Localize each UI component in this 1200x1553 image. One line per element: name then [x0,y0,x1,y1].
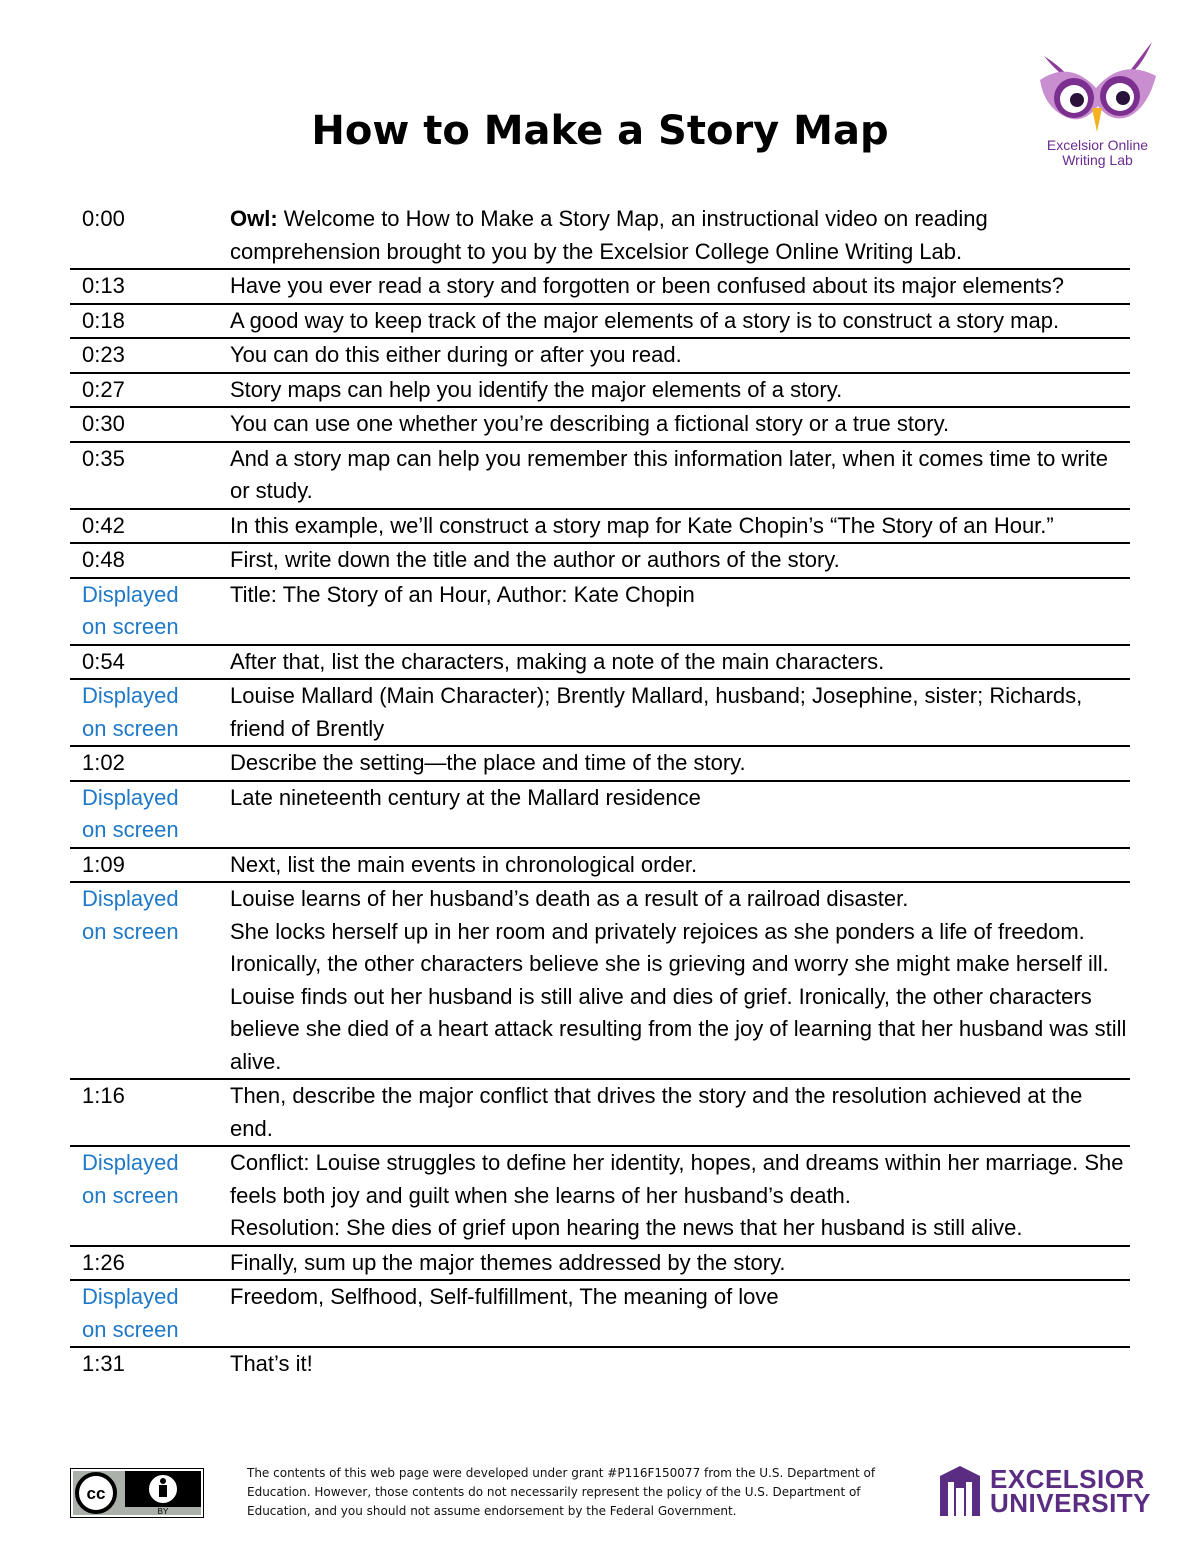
owl-logo-line-2: Writing Lab [1062,152,1133,168]
transcript-row [70,509,1130,544]
transcript-text [218,882,1130,1079]
transcript-line: Conflict: Louise struggles to define her identity, hopes, and dreams within her marriage. She feels both joy and guilt when she learns of her husband’s death. [230,1150,1124,1208]
transcript-text [218,442,1130,509]
transcript-text [218,1246,1130,1281]
transcript-line: And a story map can help you remember this information later, when it comes time to write or study. [230,445,1108,503]
transcript-line: First, write down the title and the author or authors of the story. [230,547,840,572]
displayed-on-screen-label: Displayed on screen [70,1146,218,1246]
transcript-row [70,407,1130,442]
transcript-row [70,269,1130,304]
timestamp: 0:27 [70,373,218,408]
transcript-line: Describe the setting—the place and time of the story. [230,750,746,775]
transcript-row [70,373,1130,408]
transcript-line: Freedom, Selfhood, Self-fulfillment, The meaning of love [230,1284,779,1309]
transcript-line: Welcome to How to Make a Story Map, an instructional video on reading comprehension brought to you by the Excelsior College Online Writing Lab. [230,206,988,264]
transcript-row [70,543,1130,578]
transcript-row [70,442,1130,509]
displayed-on-screen-label: Displayed on screen [70,781,218,848]
transcript-line: She locks herself up in her room and privately rejoices as she ponders a life of freedom. Ironically, the other characters believe she is grieving and worry she might make herself ill. [230,918,1109,976]
transcript-row [70,338,1130,373]
transcript-line: Then, describe the major conflict that drives the story and the resolution achieved at the end. [230,1083,1083,1141]
transcript-row [70,848,1130,883]
page-title: How to Make a Story Map [311,108,889,154]
transcript-text [218,1280,1130,1347]
transcript-row [70,578,1130,645]
timestamp: 0:54 [70,645,218,680]
timestamp: 1:09 [70,848,218,883]
owl-logo-line-1: Excelsior Online [1046,137,1149,153]
transcript-row [70,781,1130,848]
transcript-text [218,338,1130,373]
timestamp: 0:13 [70,269,218,304]
timestamp: 1:26 [70,1246,218,1281]
timestamp: 0:00 [82,206,125,231]
timestamp: 1:31 [70,1347,218,1381]
displayed-on-screen-label: Displayed on screen [70,882,218,1079]
transcript-line: Louise finds out her husband is still alive and dies of grief. Ironically, the other characters believe she died of a heart attack resulting from the joy of learning that her husband was still alive. [230,983,1127,1074]
displayed-on-screen-label: Displayed on screen [70,679,218,746]
transcript-line: Late nineteenth century at the Mallard residence [230,784,701,810]
svg-text:cc: cc [86,1484,106,1503]
excelsior-tower-icon [938,1464,982,1518]
timestamp: 0:42 [70,509,218,544]
timestamp: 1:16 [70,1079,218,1146]
transcript-line: A good way to keep track of the major elements of a story is to construct a story map. [230,307,1060,333]
transcript-row [70,882,1130,1079]
transcript-row [70,1246,1130,1281]
transcript-line: Finally, sum up the major themes addressed by the story. [230,1249,786,1275]
transcript-body [70,203,1130,1381]
grant-notice: The contents of this web page were developed under grant #P116F150077 from the U.S. Department of Education. However, those contents do not necessarily represent the policy of the U.S. Department of Education, and you should not assume endorsement by the Federal Government. [247,1466,876,1518]
transcript-text [218,645,1130,680]
transcript-line: Next, list the main events in chronological order. [230,851,698,877]
transcript-text [218,679,1130,746]
transcript-row [70,1280,1130,1347]
transcript-text [218,373,1130,408]
transcript-line: Have you ever read a story and forgotten or been confused about its major elements? [230,273,1065,298]
transcript-text [218,746,1130,781]
transcript-text [218,1079,1130,1146]
transcript-line: In this example, we’ll construct a story map for Kate Chopin’s “The Story of an Hour.” [230,512,1054,538]
transcript-text [218,543,1130,578]
timestamp: 0:35 [70,442,218,509]
cc-by-label: BY [157,1507,169,1516]
timestamp: 0:23 [70,338,218,373]
timestamp: 0:18 [70,304,218,339]
transcript-row [70,1347,1130,1381]
transcript-row [70,746,1130,781]
displayed-on-screen-label: Displayed on screen [70,578,218,645]
transcript-line: Louise learns of her husband’s death as a result of a railroad disaster. [230,886,909,911]
transcript-row [70,679,1130,746]
transcript-text [218,578,1130,645]
footer [0,1460,1200,1540]
transcript-line: After that, list the characters, making a note of the main characters. [230,648,885,674]
transcript-row [70,645,1130,680]
speaker-label: Owl: [230,206,278,231]
transcript-row [70,304,1130,339]
transcript-line: Story maps can help you identify the major elements of a story. [230,376,843,402]
transcript-text [218,1347,1130,1381]
transcript-line: You can use one whether you’re describing a fictional story or a true story. [230,411,950,436]
transcript-text [218,781,1130,848]
transcript-row [70,1146,1130,1246]
timestamp: 0:30 [70,407,218,442]
transcript-text [218,509,1130,544]
transcript-line: Title: The Story of an Hour, Author: Kate Chopin [230,581,695,607]
transcript-row [70,1079,1130,1146]
transcript-text [218,1146,1130,1246]
transcript-line: That’s it! [230,1351,313,1376]
transcript-line: Louise Mallard (Main Character); Brently Mallard, husband; Josephine, sister; Richards, friend of Brently [230,683,1083,741]
university-name-line-2: UNIVERSITY [990,1488,1152,1518]
excelsior-university-logo [938,1462,1168,1522]
transcript-row [70,203,1130,269]
timestamp: 1:02 [70,746,218,781]
transcript-table [70,203,1130,1381]
transcript-text [218,848,1130,883]
cc-by-icon[interactable] [70,1468,204,1518]
transcript-text [218,269,1130,304]
transcript-text [218,304,1130,339]
timestamp: 0:48 [70,543,218,578]
transcript-line: You can do this either during or after you read. [230,342,682,367]
university-name-line-1: EXCELSIOR [990,1464,1145,1494]
transcript-text [218,407,1130,442]
displayed-on-screen-label: Displayed on screen [70,1280,218,1347]
transcript-text [218,203,1130,269]
transcript-line: Resolution: She dies of grief upon hearing the news that her husband is still alive. [230,1215,1023,1240]
